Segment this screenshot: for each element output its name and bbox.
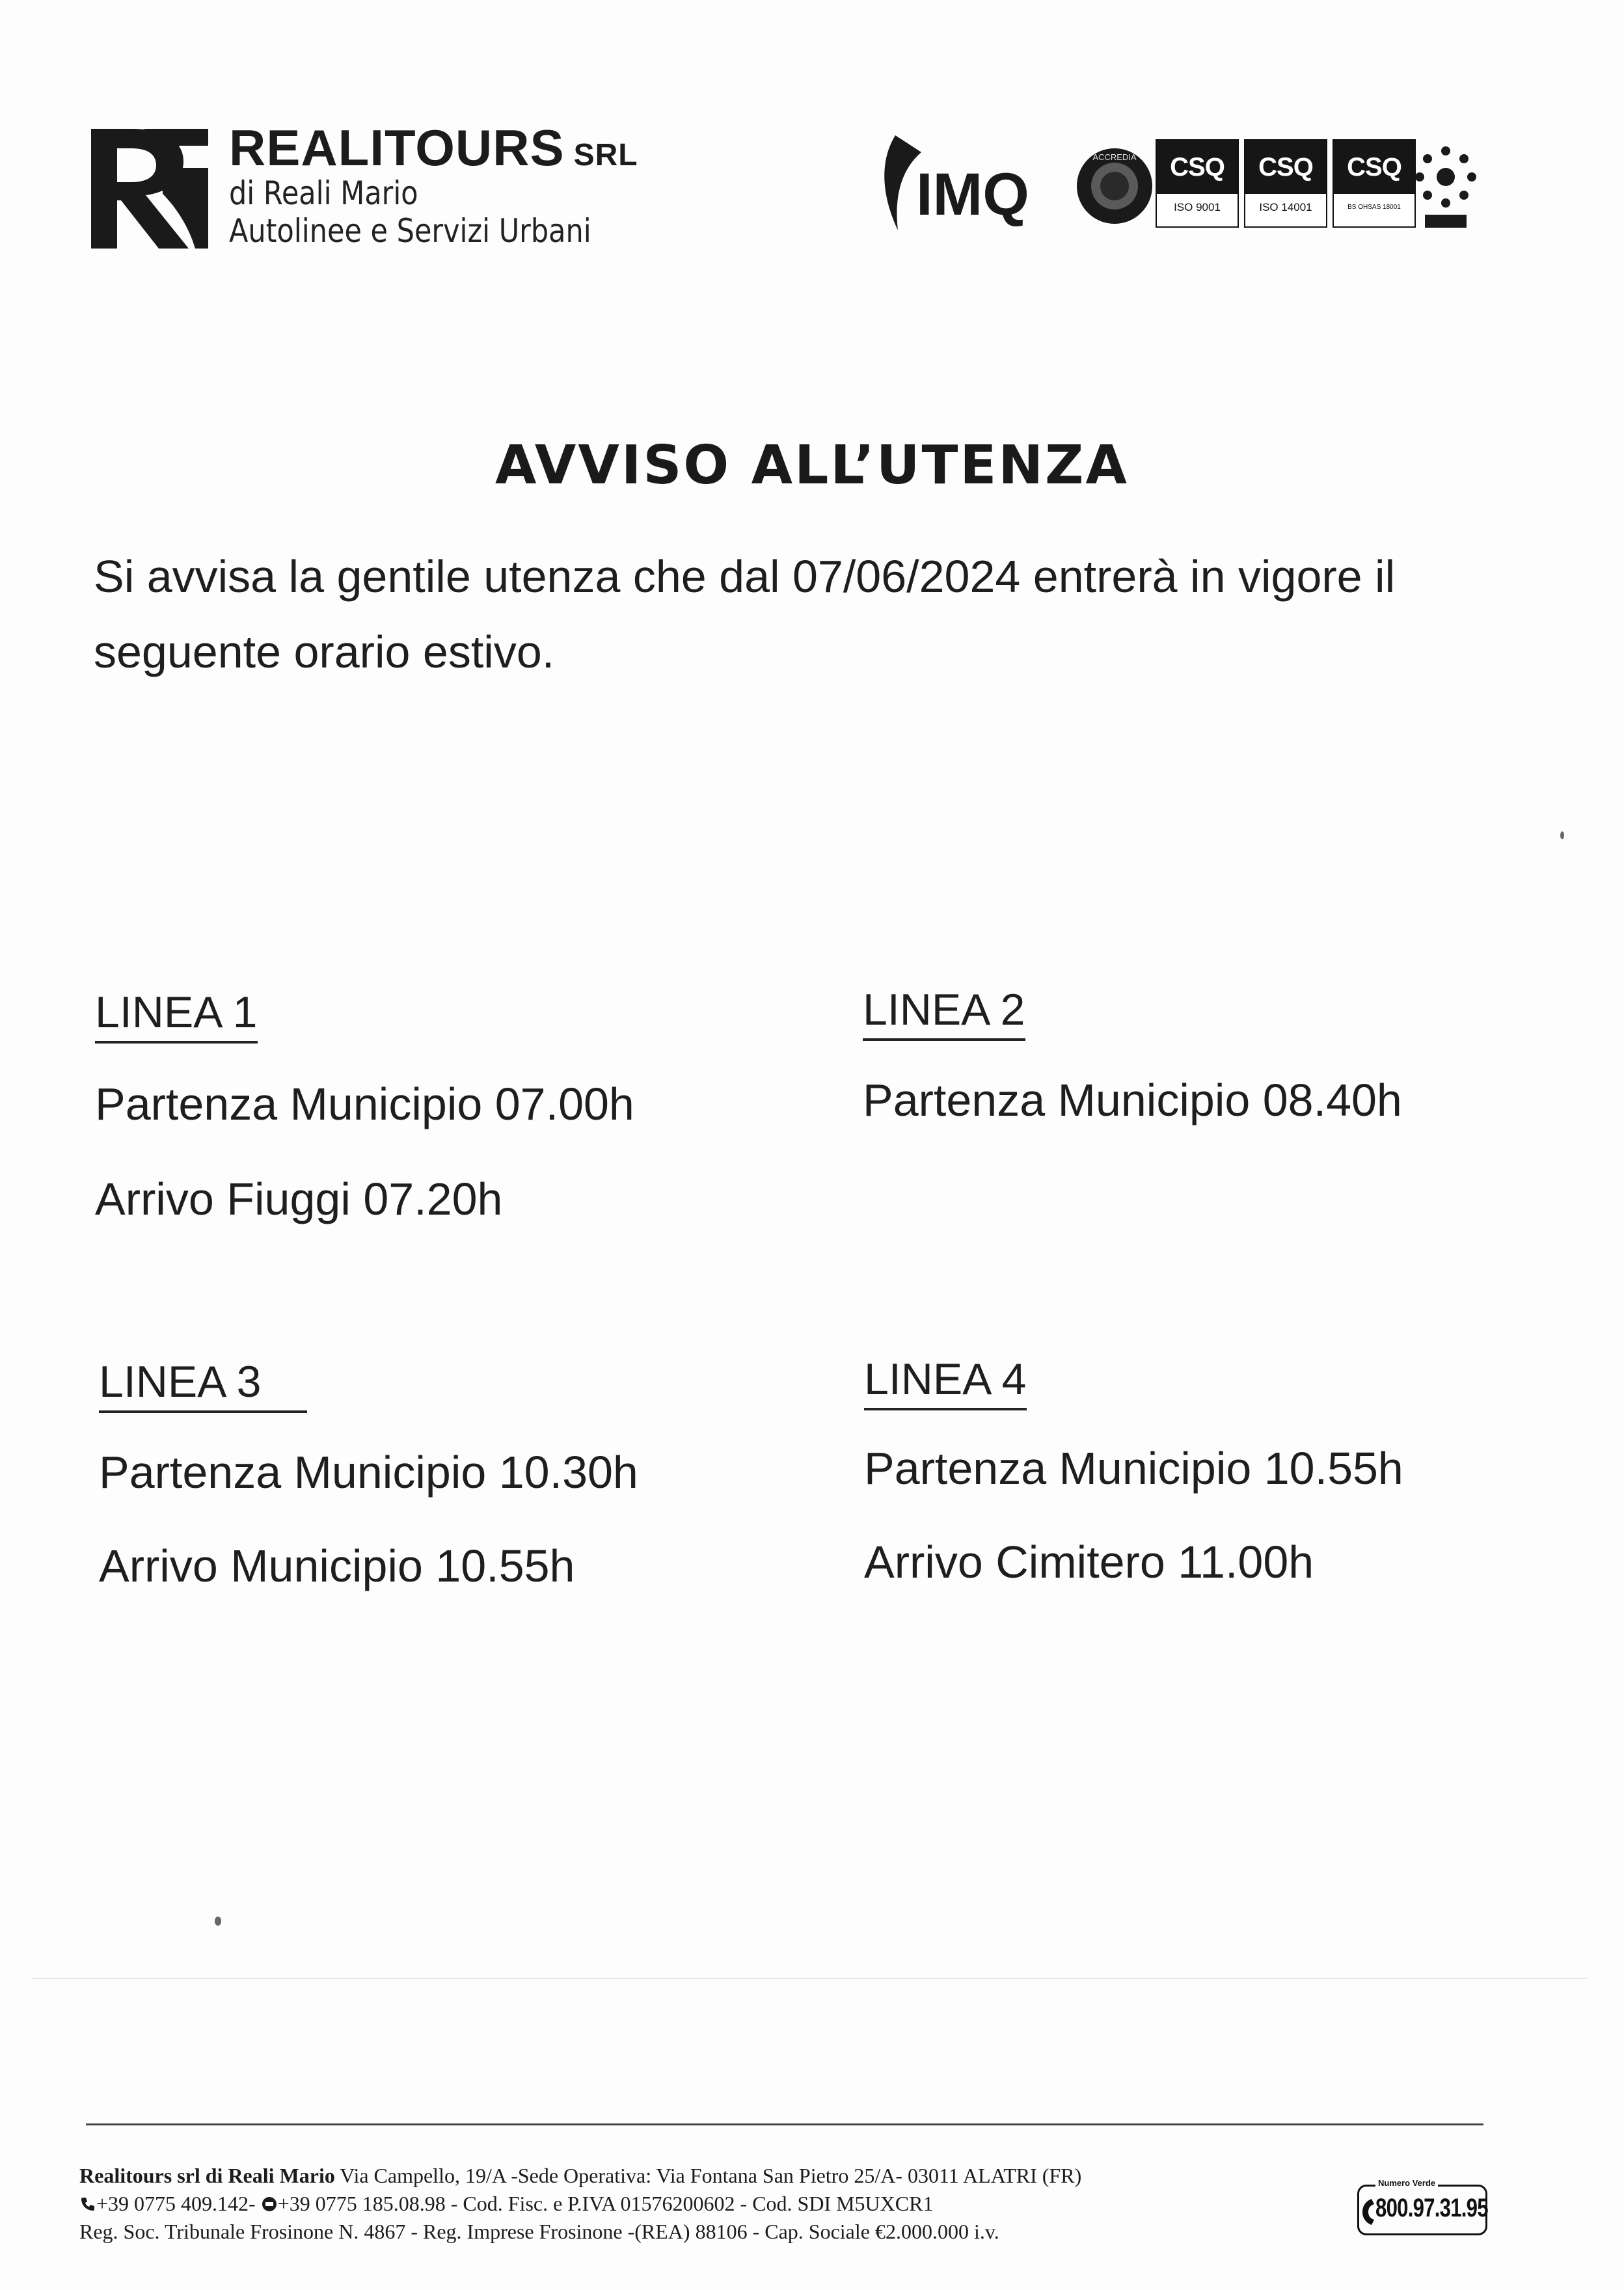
- line-4-departure: Partenza Municipio 10.55h: [864, 1443, 1403, 1494]
- footer-contacts: +39 0775 409.142- +39 0775 185.08.98 - Cod. Fisc. e P.IVA 01576200602 - Cod. SDI M5UXCR1: [79, 2193, 933, 2214]
- toll-free-number: 800.97.31.95: [1375, 2194, 1488, 2222]
- footer-registration: Reg. Soc. Tribunale Frosinone N. 4867 - Reg. Imprese Frosinone -(REA) 88106 - Cap. Sociale €2.000.000 i.v.: [79, 2220, 999, 2243]
- scan-speck: [215, 1917, 221, 1926]
- fax-icon: [261, 2196, 278, 2213]
- page-divider: [33, 1978, 1588, 1979]
- handset-icon: [1360, 2198, 1377, 2226]
- realitours-logo-icon: [91, 129, 208, 249]
- line-4-title: LINEA 4: [864, 1357, 1027, 1410]
- line-2-departure: Partenza Municipio 08.40h: [863, 1075, 1402, 1125]
- csq-ohsas-badge: CSQ BS OHSAS 18001: [1333, 139, 1416, 228]
- footer-divider: [86, 2123, 1483, 2125]
- notice-body: Si avvisa la gentile utenza che dal 07/06/2024 entrerà in vigore il seguente orario estivo.: [94, 551, 1396, 677]
- line-4-arrival: Arrivo Cimitero 11.00h: [864, 1537, 1314, 1587]
- brand-suffix: SRL: [573, 138, 638, 172]
- line-3-arrival: Arrivo Municipio 10.55h: [99, 1541, 575, 1591]
- footer-address: Realitours srl di Reali Mario Via Campello, 19/A -Sede Operativa: Via Fontana San Pietro 25/A- 03011 ALATRI (FR): [79, 2164, 1082, 2187]
- imq-logo-icon: [876, 133, 1068, 237]
- line-2-title: LINEA 2: [863, 988, 1025, 1041]
- phone-icon: [79, 2196, 96, 2213]
- line-1-departure: Partenza Municipio 07.00h: [95, 1079, 634, 1129]
- csq-iso9001-badge: CSQ ISO 9001: [1156, 139, 1239, 228]
- brand-owner: di Reali Mario: [229, 174, 418, 212]
- notice-title: AVVISO ALL’UTENZA: [495, 435, 1129, 496]
- accredia-seal-icon: [1074, 141, 1156, 229]
- svg-text:ACCREDIA: ACCREDIA: [1092, 152, 1137, 162]
- csq-iso14001-badge: CSQ ISO 14001: [1244, 139, 1327, 228]
- scan-speck: [1560, 831, 1564, 839]
- line-3-title: LINEA 3: [99, 1360, 307, 1413]
- line-3-departure: Partenza Municipio 10.30h: [99, 1447, 638, 1498]
- toll-free-badge: [1357, 2178, 1487, 2234]
- iqnet-logo-icon: [1412, 138, 1480, 230]
- toll-free-label: Numero Verde: [1375, 2178, 1438, 2188]
- svg-text:IMQ: IMQ: [916, 161, 1029, 228]
- brand-name: REALITOURS SRL: [229, 119, 638, 176]
- line-1-title: LINEA 1: [95, 990, 258, 1044]
- line-1-arrival: Arrivo Fiuggi 07.20h: [95, 1174, 503, 1224]
- brand-services: Autolinee e Servizi Urbani: [229, 212, 591, 250]
